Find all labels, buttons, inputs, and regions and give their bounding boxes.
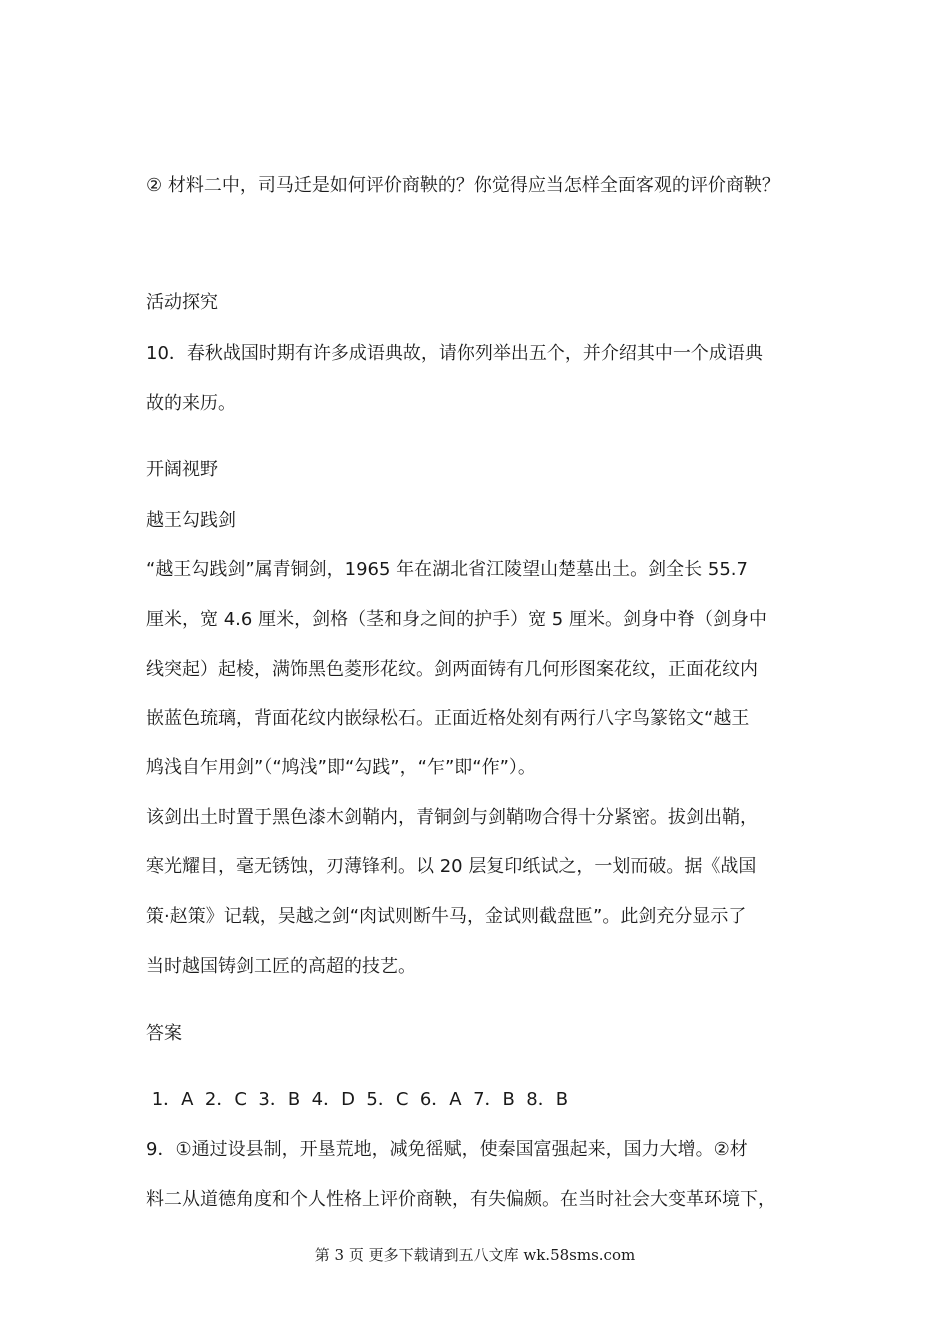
- article-para1-line-4: 嵌蓝色琉璃，背面花纹内嵌绿松石。正面近格处刻有两行八字鸟篆铭文“越王: [146, 708, 750, 729]
- page-footer: 第 3 页 更多下载请到五八文库 wk.58sms.com: [314, 1246, 636, 1264]
- answers-multiple-choice: 1．A 2．C 3．B 4．D 5．C 6．A 7．B 8．B: [146, 1089, 569, 1110]
- article-para2-line-2: 寒光耀目，毫无锈蚀，刃薄锋利。以 20 层复印纸试之，一划而破。据《战国: [146, 856, 757, 877]
- article-para2-line-3: 策·赵策》记载，吴越之剑“肉试则断牛马，金试则截盘匜”。此剑充分显示了: [146, 906, 747, 927]
- article-para2-line-1: 该剑出土时置于黑色漆木剑鞘内，青铜剑与剑鞘吻合得十分紧密。拔剑出鞘，: [146, 807, 758, 828]
- question-9-part-2: ② 材料二中，司马迁是如何评价商鞅的？你觉得应当怎样全面客观的评价商鞅？: [146, 175, 780, 196]
- question-10-line-2: 故的来历。: [146, 393, 236, 414]
- section-heading-vision: 开阔视野: [146, 459, 218, 480]
- article-para1-line-5: 鸠浅自乍用剑”（“鸠浅”即“勾践”，“乍”即“作”）。: [146, 757, 536, 778]
- answer-9-line-2: 料二从道德角度和个人性格上评价商鞅，有失偏颇。在当时社会大变革环境下，: [146, 1189, 776, 1210]
- article-title: 越王勾践剑: [146, 510, 236, 531]
- answer-9-line-1: 9．①通过设县制，开垦荒地，减免徭赋，使秦国富强起来，国力大增。②材: [146, 1139, 748, 1160]
- article-para2-line-4: 当时越国铸剑工匠的高超的技艺。: [146, 956, 416, 977]
- article-para1-line-3: 线突起）起棱，满饰黑色菱形花纹。剑两面铸有几何形图案花纹，正面花纹内: [146, 659, 758, 680]
- article-para1-line-2: 厘米，宽 4.6 厘米，剑格（茎和身之间的护手）宽 5 厘米。剑身中脊（剑身中: [146, 609, 767, 630]
- question-10-line-1: 10．春秋战国时期有许多成语典故，请你列举出五个，并介绍其中一个成语典: [146, 343, 763, 364]
- section-heading-activity: 活动探究: [146, 292, 218, 313]
- article-para1-line-1: “越王勾践剑”属青铜剑，1965 年在湖北省江陵望山楚墓出土。剑全长 55.7: [146, 559, 748, 580]
- section-heading-answers: 答案: [146, 1023, 182, 1044]
